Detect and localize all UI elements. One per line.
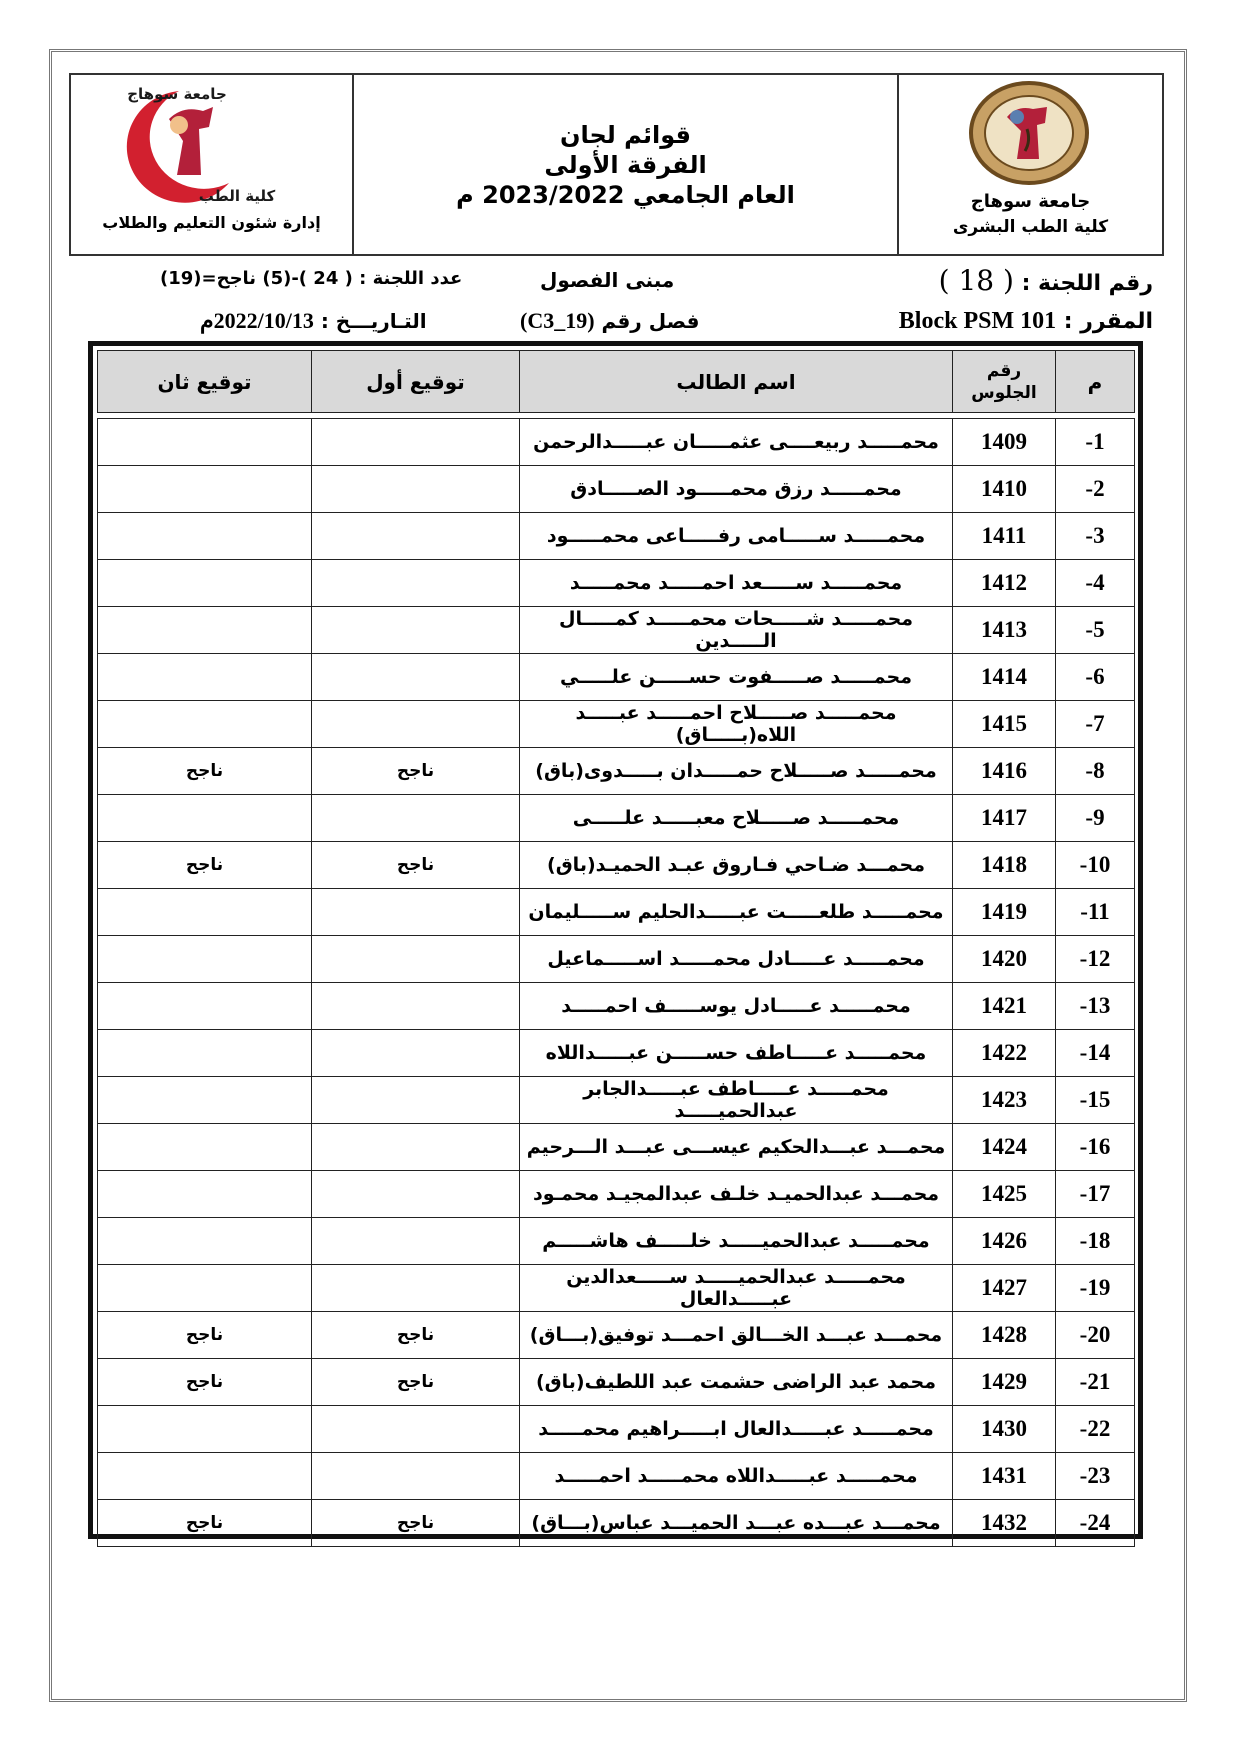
second-signature bbox=[98, 1218, 312, 1265]
seat-number: 1431 bbox=[953, 1453, 1056, 1500]
second-signature bbox=[98, 701, 312, 748]
class-number bbox=[520, 308, 699, 334]
academic-year: العام الجامعي 2023/2022 م bbox=[456, 180, 795, 209]
student-name: محمـــــد ســـــامى رفـــــاعى محمـــــود bbox=[520, 513, 953, 560]
student-name: محمـــــد ســـــعد احمـــــد محمـــــد bbox=[520, 560, 953, 607]
seat-number: 1424 bbox=[953, 1124, 1056, 1171]
second-signature bbox=[98, 419, 312, 466]
table-row bbox=[98, 1453, 1135, 1500]
student-name: محمـــد عبـــدالحكيم عيســـى عبـــد الـــرحيم bbox=[520, 1124, 953, 1171]
seat-number: 1412 bbox=[953, 560, 1056, 607]
committee-number bbox=[939, 264, 1153, 297]
student-name: محمـــــد ربيعــــى عثمـــــان عبـــــدالرحمن bbox=[520, 419, 953, 466]
first-signature bbox=[312, 513, 520, 560]
table-row bbox=[98, 983, 1135, 1030]
second-signature bbox=[98, 513, 312, 560]
row-index: -14 bbox=[1056, 1030, 1135, 1077]
first-signature: ناجح bbox=[312, 842, 520, 889]
row-index: -4 bbox=[1056, 560, 1135, 607]
header-index: م bbox=[1056, 351, 1135, 413]
seat-number: 1409 bbox=[953, 419, 1056, 466]
university-name: جامعة سوهاج bbox=[970, 191, 1091, 212]
header-seat-number: رقم الجلوس bbox=[953, 351, 1056, 413]
seat-number: 1432 bbox=[953, 1500, 1056, 1547]
class-label: فصل رقم bbox=[601, 309, 700, 333]
table-row bbox=[98, 701, 1135, 748]
table-row bbox=[98, 607, 1135, 654]
seat-number: 1411 bbox=[953, 513, 1056, 560]
row-index: -16 bbox=[1056, 1124, 1135, 1171]
seat-number: 1426 bbox=[953, 1218, 1056, 1265]
first-signature bbox=[312, 889, 520, 936]
header-first-signature: توقيع أول bbox=[312, 351, 520, 413]
first-signature bbox=[312, 466, 520, 513]
first-signature bbox=[312, 654, 520, 701]
student-name: محمـــــد عبـــــداللاه محمـــــد احمـــــد bbox=[520, 1453, 953, 1500]
logo-text-top: جامعة سوهاج bbox=[127, 85, 227, 103]
student-name: محمـــــد عـــــادل محمـــــد اســـــماعيل bbox=[520, 936, 953, 983]
committee-label: رقم اللجنة : bbox=[1021, 271, 1153, 296]
second-signature: ناجح bbox=[98, 1312, 312, 1359]
row-index: -6 bbox=[1056, 654, 1135, 701]
second-signature bbox=[98, 1406, 312, 1453]
seat-number: 1418 bbox=[953, 842, 1056, 889]
seat-number: 1429 bbox=[953, 1359, 1056, 1406]
second-signature bbox=[98, 983, 312, 1030]
table-row bbox=[98, 466, 1135, 513]
row-index: -15 bbox=[1056, 1077, 1135, 1124]
date-label: التـاريـــخ : bbox=[320, 309, 427, 333]
first-signature bbox=[312, 983, 520, 1030]
student-name: محمـــد عبـــد الخـــالق احمـــد توفيق(بـــاق) bbox=[520, 1312, 953, 1359]
table-row bbox=[98, 936, 1135, 983]
committee-value: ( 18 ) bbox=[938, 264, 1014, 297]
row-index: -2 bbox=[1056, 466, 1135, 513]
first-signature: ناجح bbox=[312, 1359, 520, 1406]
table-row bbox=[98, 1265, 1135, 1312]
roster-table-frame bbox=[88, 341, 1143, 1539]
student-name: محمـــــد صـــــلاح احمـــــد عبـــــد اللاه(بـــــاق) bbox=[520, 701, 953, 748]
student-name: محمـــــد شـــــحات محمـــــد كمـــــال الـــــدين bbox=[520, 607, 953, 654]
row-index: -19 bbox=[1056, 1265, 1135, 1312]
first-signature bbox=[312, 1218, 520, 1265]
second-signature: ناجح bbox=[98, 1500, 312, 1547]
first-signature bbox=[312, 607, 520, 654]
seat-number: 1423 bbox=[953, 1077, 1056, 1124]
document-title: قوائم لجان bbox=[560, 120, 691, 149]
student-name: محمـــــد عبدالحميـــــد خلـــــف هاشـــــم bbox=[520, 1218, 953, 1265]
student-name: محمـــــد صـــــفوت حســـــن علـــــي bbox=[520, 654, 953, 701]
student-name: محمـــــد عـــــاطف عبـــــدالجابر عبدالحميـــــد bbox=[520, 1077, 953, 1124]
course-label: المقرر : bbox=[1063, 309, 1153, 334]
table-row bbox=[98, 795, 1135, 842]
table-row bbox=[98, 1312, 1135, 1359]
seat-number: 1430 bbox=[953, 1406, 1056, 1453]
table-row bbox=[98, 1124, 1135, 1171]
second-signature bbox=[98, 1265, 312, 1312]
second-signature bbox=[98, 1124, 312, 1171]
university-seal-icon bbox=[967, 79, 1091, 187]
table-row bbox=[98, 1030, 1135, 1077]
table-row bbox=[98, 842, 1135, 889]
first-signature bbox=[312, 1171, 520, 1218]
table-row bbox=[98, 1218, 1135, 1265]
second-signature bbox=[98, 466, 312, 513]
faculty-logo bbox=[79, 79, 279, 209]
row-index: -5 bbox=[1056, 607, 1135, 654]
row-index: -10 bbox=[1056, 842, 1135, 889]
first-signature bbox=[312, 795, 520, 842]
table-row bbox=[98, 419, 1135, 466]
seat-number: 1415 bbox=[953, 701, 1056, 748]
table-header-row bbox=[98, 351, 1135, 413]
university-block bbox=[897, 75, 1162, 254]
second-signature bbox=[98, 1077, 312, 1124]
row-index: -9 bbox=[1056, 795, 1135, 842]
faculty-block bbox=[71, 75, 352, 254]
student-name: محمد عبد الراضى حشمت عبد اللطيف(باق) bbox=[520, 1359, 953, 1406]
table-row bbox=[98, 748, 1135, 795]
row-index: -21 bbox=[1056, 1359, 1135, 1406]
first-signature: ناجح bbox=[312, 748, 520, 795]
row-index: -12 bbox=[1056, 936, 1135, 983]
seat-number: 1421 bbox=[953, 983, 1056, 1030]
first-signature bbox=[312, 560, 520, 607]
second-signature bbox=[98, 607, 312, 654]
seat-number: 1419 bbox=[953, 889, 1056, 936]
row-index: -24 bbox=[1056, 1500, 1135, 1547]
table-row bbox=[98, 513, 1135, 560]
seat-number: 1414 bbox=[953, 654, 1056, 701]
student-name: محمـــــد عبـــــدالعال ابـــــراهيم محمـــــد bbox=[520, 1406, 953, 1453]
row-index: -8 bbox=[1056, 748, 1135, 795]
seat-number: 1416 bbox=[953, 748, 1056, 795]
document-header bbox=[69, 73, 1164, 256]
student-name: محمـــــد عـــــاطف حســـــن عبـــــداللاه bbox=[520, 1030, 953, 1077]
faculty-name: كلية الطب البشرى bbox=[952, 217, 1109, 237]
student-name: محمـــــد صـــــلاح معبـــــد علـــــى bbox=[520, 795, 953, 842]
table-row bbox=[98, 1171, 1135, 1218]
header-student-name: اسم الطالب bbox=[520, 351, 953, 413]
committee-count: عدد اللجنة : ( 24 )-(5) ناجح=(19) bbox=[160, 268, 463, 289]
second-signature: ناجح bbox=[98, 842, 312, 889]
roster-body bbox=[98, 413, 1135, 1547]
seat-number: 1410 bbox=[953, 466, 1056, 513]
seat-number: 1420 bbox=[953, 936, 1056, 983]
first-signature bbox=[312, 419, 520, 466]
table-row bbox=[98, 1359, 1135, 1406]
student-name: محمـــــد عبدالحميـــــد ســـــعدالدين عبـــــدالعال bbox=[520, 1265, 953, 1312]
second-signature bbox=[98, 936, 312, 983]
row-index: -1 bbox=[1056, 419, 1135, 466]
first-signature bbox=[312, 936, 520, 983]
second-signature bbox=[98, 795, 312, 842]
seat-number: 1413 bbox=[953, 607, 1056, 654]
first-signature bbox=[312, 1124, 520, 1171]
first-signature bbox=[312, 701, 520, 748]
row-index: -3 bbox=[1056, 513, 1135, 560]
row-index: -7 bbox=[1056, 701, 1135, 748]
date-value: 2022/10/13م bbox=[200, 308, 314, 333]
row-index: -17 bbox=[1056, 1171, 1135, 1218]
header-second-signature: توقيع ثان bbox=[98, 351, 312, 413]
seat-number: 1425 bbox=[953, 1171, 1056, 1218]
seat-number: 1417 bbox=[953, 795, 1056, 842]
row-index: -11 bbox=[1056, 889, 1135, 936]
row-index: -20 bbox=[1056, 1312, 1135, 1359]
building: مبنى الفصول bbox=[540, 268, 675, 292]
student-name: محمـــد ضـاحي فـاروق عبـد الحميـد(باق) bbox=[520, 842, 953, 889]
course-value: Block PSM 101 bbox=[898, 308, 1057, 334]
student-name: محمـــد عبدالحميـد خلـف عبدالمجيـد محمـود bbox=[520, 1171, 953, 1218]
second-signature bbox=[98, 889, 312, 936]
seat-number: 1427 bbox=[953, 1265, 1056, 1312]
row-index: -13 bbox=[1056, 983, 1135, 1030]
second-signature: ناجح bbox=[98, 748, 312, 795]
second-signature bbox=[98, 1453, 312, 1500]
roster-table bbox=[97, 350, 1135, 1547]
student-name: محمـــــد صـــــلاح حمـــــدان بـــــدوى(باق) bbox=[520, 748, 953, 795]
table-row bbox=[98, 1500, 1135, 1547]
admin-department: إدارة شئون التعليم والطلاب bbox=[102, 213, 321, 232]
first-signature bbox=[312, 1077, 520, 1124]
first-signature: ناجح bbox=[312, 1500, 520, 1547]
logo-text-bottom: كلية الطب bbox=[198, 187, 276, 205]
first-signature bbox=[312, 1453, 520, 1500]
first-signature: ناجح bbox=[312, 1312, 520, 1359]
student-name: محمـــــد رزق محمـــــود الصـــــادق bbox=[520, 466, 953, 513]
row-index: -18 bbox=[1056, 1218, 1135, 1265]
seat-number: 1428 bbox=[953, 1312, 1056, 1359]
student-name: محمـــد عبـــده عبـــد الحميـــد عباس(بـــاق) bbox=[520, 1500, 953, 1547]
seat-number: 1422 bbox=[953, 1030, 1056, 1077]
first-signature bbox=[312, 1265, 520, 1312]
second-signature bbox=[98, 1030, 312, 1077]
table-row bbox=[98, 889, 1135, 936]
title-block bbox=[352, 75, 897, 254]
year-level: الفرقة الأولى bbox=[544, 150, 707, 179]
table-row bbox=[98, 1077, 1135, 1124]
course bbox=[899, 308, 1153, 335]
first-signature bbox=[312, 1030, 520, 1077]
table-row bbox=[98, 1406, 1135, 1453]
student-name: محمـــــد طلعـــــت عبـــــدالحليم ســـــليمان bbox=[520, 889, 953, 936]
second-signature bbox=[98, 560, 312, 607]
second-signature bbox=[98, 1171, 312, 1218]
class-value: (C3_19) bbox=[520, 308, 595, 333]
table-row bbox=[98, 560, 1135, 607]
first-signature bbox=[312, 1406, 520, 1453]
row-index: -23 bbox=[1056, 1453, 1135, 1500]
row-index: -22 bbox=[1056, 1406, 1135, 1453]
second-signature: ناجح bbox=[98, 1359, 312, 1406]
exam-date bbox=[200, 308, 427, 334]
student-name: محمـــــد عـــــادل يوســـــف احمـــــد bbox=[520, 983, 953, 1030]
second-signature bbox=[98, 654, 312, 701]
table-row bbox=[98, 654, 1135, 701]
